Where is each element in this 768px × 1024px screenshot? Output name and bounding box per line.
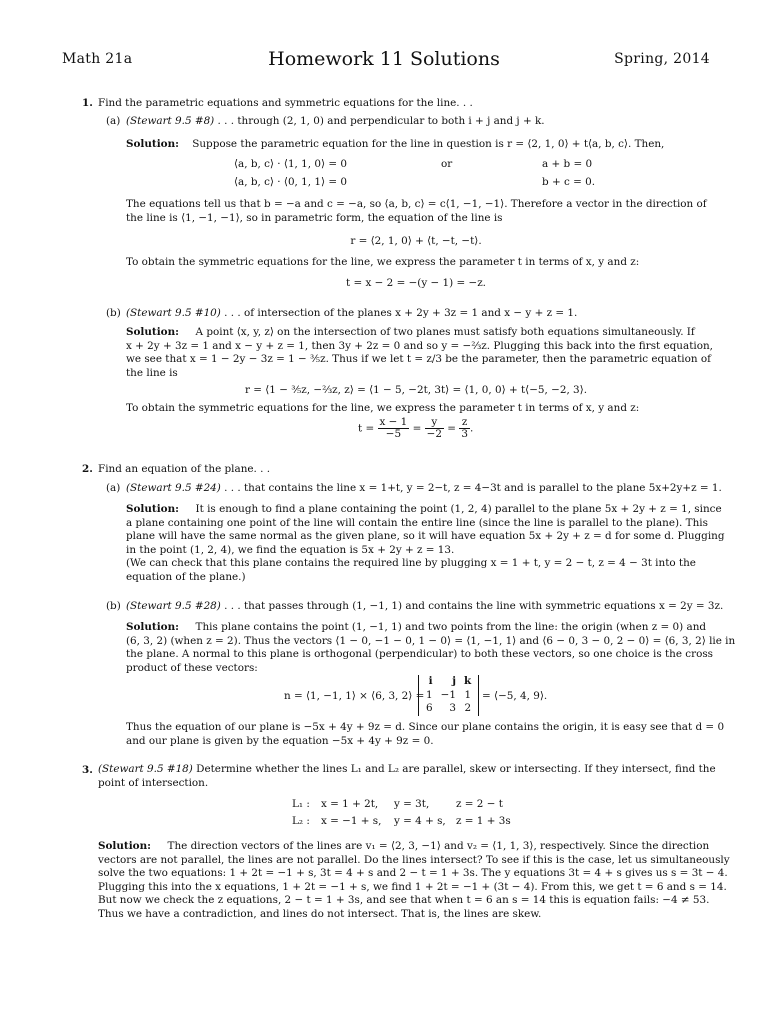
solution-label: Solution: (98, 840, 152, 852)
fraction: $\frac{x - 1}{-5}$ (379, 416, 408, 440)
comp-eq-2: b + c = 0. (542, 176, 596, 188)
problem-1b-ref: (Stewart 9.5 #10) (126, 307, 221, 319)
text-line: and our plane is given by the equation −5x + 4y + 9z = 0. (126, 734, 434, 747)
matrix-cell: 1 (426, 688, 433, 701)
line-l1-name: L₁ : (292, 798, 310, 810)
problem-1-number: 1. (82, 97, 93, 109)
text-line: point of intersection. (98, 776, 209, 789)
page-title: Homework 11 Solutions (268, 48, 500, 70)
symmetric-intro-1b: To obtain the symmetric equations for the line, we express the parameter t in terms of x, y and z: (126, 402, 640, 414)
cross-product-lhs: n = ⟨1, −1, 1⟩ × ⟨6, 3, 2⟩ = (284, 690, 425, 702)
problem-2b-text: . . . that passes through (1, −1, 1) and contains the line with symmetric equations x = 2y = 3z. (224, 600, 724, 612)
text-line: Thus the equation of our plane is −5x + 4y + 9z = d. Since our plane contains the origin, it is easy see that d = 0 (126, 721, 725, 733)
determinant-matrix (418, 675, 479, 716)
text-line: Plugging this into the x equations, 1 + 2t = −1 + s, we find 1 + 2t = −1 + (3t − 4). From this, we get t = 6 and s = 14. (98, 880, 727, 893)
symmetric-intro-1a: To obtain the symmetric equations for the line, we express the parameter t in terms of x, y and z: (126, 256, 640, 268)
text-line: the line is ⟨1, −1, −1⟩, so in parametric form, the equation of the line is (126, 211, 503, 224)
problem-1a-statement (126, 114, 545, 128)
text-line: vectors are not parallel, the lines are not parallel. Do the lines intersect? To see if this is the case, let us simultaneously (98, 853, 730, 866)
comp-eq-1: a + b = 0 (542, 158, 593, 170)
line-l1-y: y = 3t, (394, 798, 430, 810)
problem-1a-label: (a) (106, 115, 121, 127)
component-equations (542, 157, 595, 189)
solution-1a-paragraph (126, 198, 706, 225)
text-line: (6, 3, 2) (when z = 2). Thus the vectors ⟨1 − 0, −1 − 0, 1 − 0⟩ = ⟨1, −1, 1⟩ and ⟨6 − 0, 3 − 0, 2 − 0⟩ = ⟨6, 3, 2⟩ lie in (126, 634, 736, 647)
term-label: Spring, 2014 (614, 51, 710, 67)
solution-1a-intro (126, 137, 664, 151)
solution-2b-conclusion (126, 721, 725, 748)
problem-1b-text: . . . of intersection of the planes x + 2y + 3z = 1 and x − y + z = 1. (224, 307, 578, 319)
problem-2-text: Find an equation of the plane. . . (98, 463, 271, 475)
text-line: Thus we have a contradiction, and lines do not intersect. That is, the lines are skew. (98, 907, 542, 920)
problem-3-number: 3. (82, 764, 93, 776)
problem-2b-label: (b) (106, 600, 121, 612)
matrix-cell: 6 (426, 702, 433, 714)
text-line: The direction vectors of the lines are v₁ = ⟨2, 3, −1⟩ and v₂ = ⟨1, 1, 3⟩, respectively. Since the direction (167, 840, 710, 852)
line-l1-x: x = 1 + 2t, (321, 798, 379, 810)
line-l2-name: L₂ : (292, 815, 310, 827)
problem-3-statement (98, 763, 716, 790)
solution-3-paragraph (98, 840, 730, 922)
problem-2a-ref: (Stewart 9.5 #24) (126, 482, 221, 494)
solution-1b-paragraph (126, 326, 713, 380)
text-line: x + 2y + 3z = 1 and x − y + z = 1, then 3y + 2z = 0 and so y = −⅔z. Plugging this back into the first equation, (126, 339, 713, 352)
solution-label: Solution: (126, 621, 180, 633)
text-line: product of these vectors: (126, 661, 258, 674)
course-name: Math 21a (62, 51, 133, 67)
matrix-cell: 1 (464, 688, 472, 701)
text-line: plane will have the same normal as the given plane, so it will have equation 5x + 2y + z = d for some d. Plugging (126, 530, 725, 543)
text-line: It is enough to find a plane containing the point (1, 2, 4) parallel to the plane 5x + 2y + z = 1, since (195, 503, 722, 515)
text-line: the line is (126, 366, 178, 379)
text-line: we see that x = 1 − 2y − 3z = 1 − ⅗z. Thus if we let t = z/3 be the parameter, then the parametric equation of (126, 353, 711, 366)
problem-1b-statement (126, 306, 577, 320)
problem-1a-text: . . . through (2, 1, 0) and perpendicular to both i + j and j + k. (217, 115, 545, 127)
text-line: The equations tell us that b = −a and c = −a, so ⟨a, b, c⟩ = c⟨1, −1, −1⟩. Therefore a vector in the direction of (126, 198, 707, 210)
dot-product-equations (234, 157, 347, 189)
text-line: in the point (1, 2, 4), we find the equation is 5x + 2y + z = 13. (126, 543, 455, 556)
text-line: solve the two equations: 1 + 2t = −1 + s, 3t = 4 + s and 2 − t = 1 + 3s. The y equations 3t = 4 + s gives us s = 3t − 4. (98, 867, 728, 880)
text-line: (We can check that this plane contains the required line by plugging x = 1 + t, y = 2 − t, z = 4 − 3t into the (126, 557, 696, 570)
problem-2-number: 2. (82, 463, 93, 475)
dot-eq-1: ⟨a, b, c⟩ · ⟨1, 1, 0⟩ = 0 (234, 158, 347, 170)
problem-3-ref: (Stewart 9.5 #18) (98, 763, 193, 775)
problem-2a-statement (126, 481, 722, 495)
matrix-cell: j (452, 675, 456, 687)
problem-2a-text: . . . that contains the line x = 1+t, y = 2−t, z = 4−3t and is parallel to the plane 5x+2y+z = 1. (224, 482, 722, 494)
solution-label: Solution: (126, 138, 180, 150)
problem-1b-label: (b) (106, 307, 121, 319)
text-line: But now we check the z equations, 2 − t = 1 + 3s, and see that when t = 6 an s = 14 this is equation fails: −4 ≠ 53. (98, 894, 710, 907)
solution-label: Solution: (126, 326, 180, 338)
line-l2-x: x = −1 + s, (321, 815, 382, 827)
matrix-cell: i (428, 675, 433, 687)
matrix-cell: k (463, 675, 472, 687)
text-line: the plane. A normal to this plane is orthogonal (perpendicular) to both these vectors, so one choice is the cross (126, 648, 713, 661)
problem-2b-statement (126, 599, 723, 613)
solution-label: Solution: (126, 503, 180, 515)
matrix-cell: −1 (440, 688, 456, 701)
line-l2-y: y = 4 + s, (394, 815, 446, 827)
or-word: or (441, 158, 453, 170)
problem-2b-ref: (Stewart 9.5 #28) (126, 600, 221, 612)
symmetric-equation-1a: t = x − 2 = −(y − 1) = −z. (346, 277, 486, 289)
dot-eq-2: ⟨a, b, c⟩ · ⟨0, 1, 1⟩ = 0 (234, 176, 347, 188)
solution-2b-paragraph (126, 621, 736, 675)
parametric-equation-1a: r = ⟨2, 1, 0⟩ + ⟨t, −t, −t⟩. (350, 235, 482, 247)
text-line: equation of the plane.) (126, 570, 246, 583)
parametric-equation-1b: r = ⟨1 − ⅗z, −⅔z, z⟩ = ⟨1 − 5, −2t, 3t⟩ = ⟨1, 0, 0⟩ + t⟨−5, −2, 3⟩. (244, 384, 588, 396)
problem-2a-label: (a) (106, 482, 121, 494)
problem-1-text: Find the parametric equations and symmetric equations for the line. . . (98, 97, 473, 109)
matrix-cell: 2 (464, 702, 472, 714)
text-line: Determine whether the lines L₁ and L₂ are parallel, skew or intersecting. If they intersect, find the (196, 763, 716, 775)
text-line: This plane contains the point (1, −1, 1) and two points from the line: the origin (when z = 0) and (195, 621, 707, 633)
line-l1-z: z = 2 − t (456, 798, 503, 810)
text-line: a plane containing one point of the line will contain the entire line (since the line is parallel to the plane). This (126, 516, 708, 529)
cross-product-rhs: = ⟨−5, 4, 9⟩. (482, 690, 548, 702)
solution-2a-paragraph (126, 503, 725, 585)
fraction: $\frac{y}{-2}$ (426, 416, 442, 440)
matrix-cell: 3 (449, 702, 456, 714)
problem-1a-ref: (Stewart 9.5 #8) (126, 115, 215, 127)
symmetric-equation-1b: t = $\frac{x - 1}{-5}$ = $\frac{y}{-2}$ = $\frac{z}{3}$ . (358, 416, 474, 440)
fraction: $\frac{z}{3}$ (461, 416, 468, 440)
line-l2-z: z = 1 + 3s (456, 815, 511, 827)
text-line: A point ⟨x, y, z⟩ on the intersection of two planes must satisfy both equations simultaneously. If (195, 326, 695, 338)
solution-1a-text: Suppose the parametric equation for the line in question is r = ⟨2, 1, 0⟩ + t⟨a, b, c⟩. Then, (192, 138, 665, 150)
